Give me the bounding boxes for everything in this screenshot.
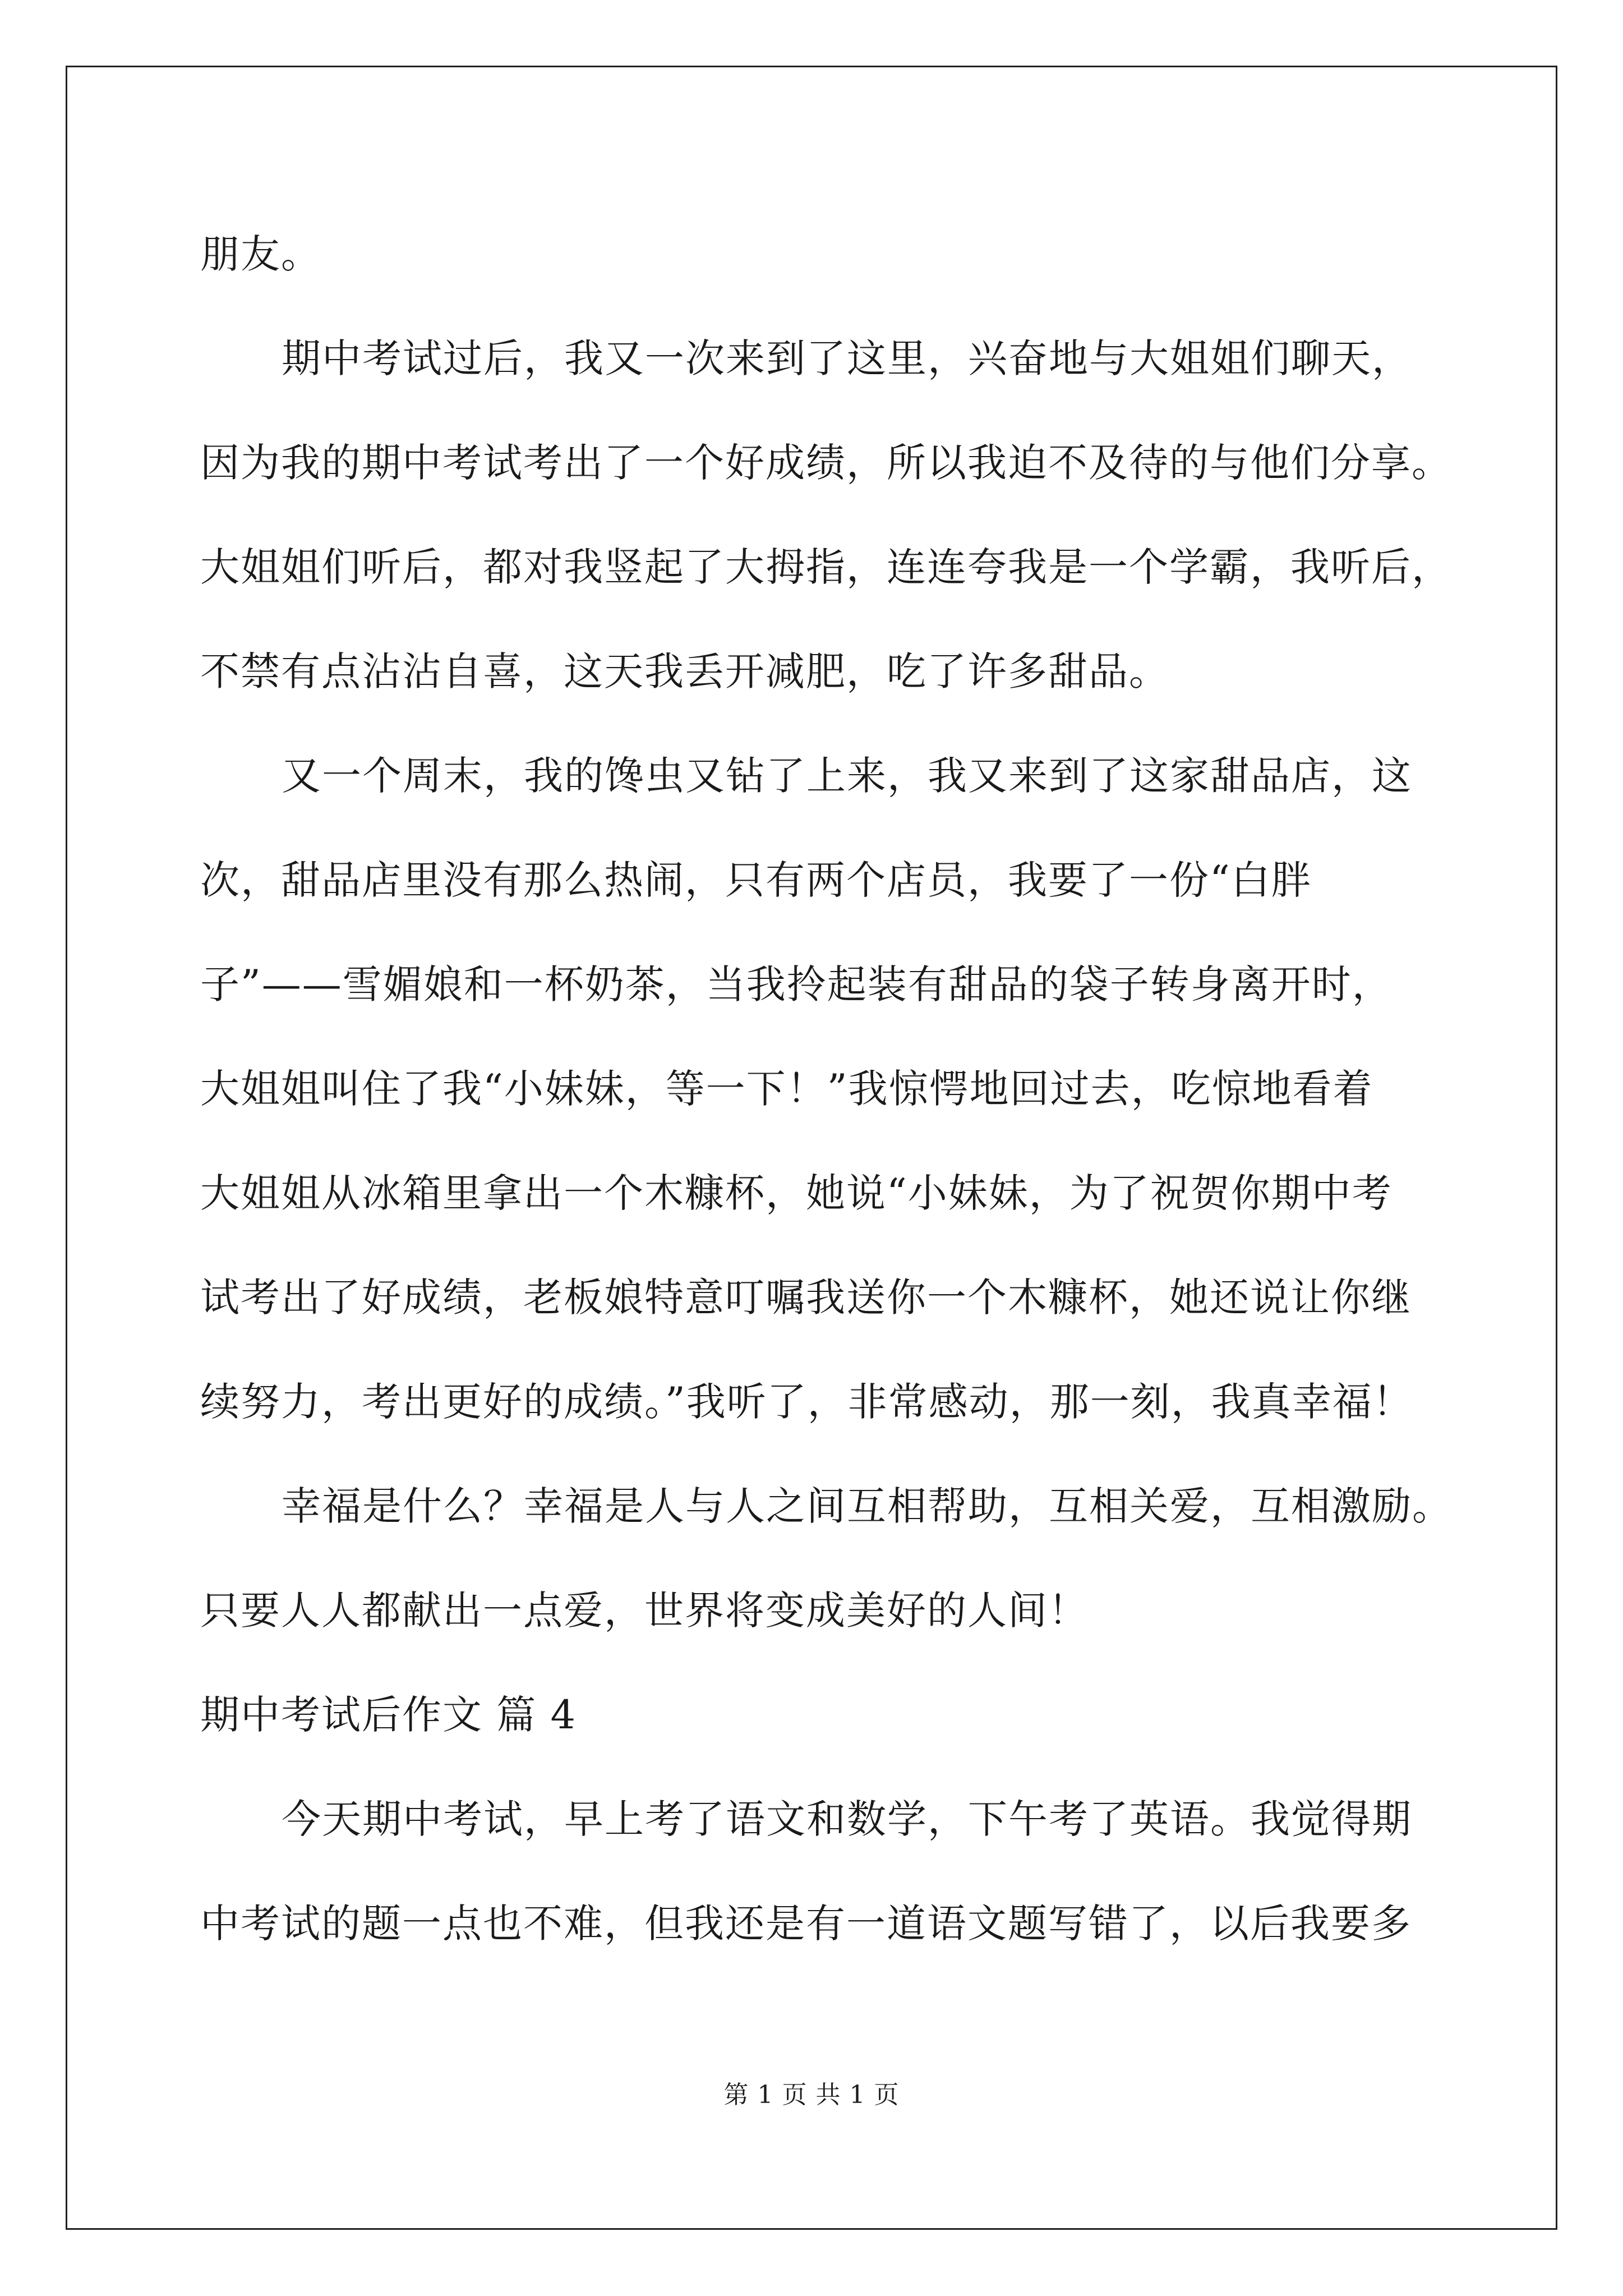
- text-line: 大姐姐从冰箱里拿出一个木糠杯，她说“小妹妹，为了祝贺你期中考: [200, 1170, 1393, 1216]
- text-line: 只要人人都献出一点爱，世界将变成美好的人间！: [200, 1588, 1089, 1634]
- text-line: 次，甜品店里没有那么热闹，只有两个店员，我要了一份“白胖: [200, 857, 1312, 903]
- text-line: 今天期中考试，早上考了语文和数学，下午考了英语。我觉得期: [282, 1796, 1412, 1842]
- section-heading: 期中考试后作文 篇 4: [200, 1692, 577, 1738]
- text-line: 朋友。: [200, 231, 321, 277]
- text-line: 期中考试过后，我又一次来到了这里，兴奋地与大姐姐们聊天，: [282, 335, 1412, 381]
- text-line: 因为我的期中考试考出了一个好成绩，所以我迫不及待的与他们分享。: [200, 440, 1452, 486]
- text-line: 幸福是什么？幸福是人与人之间互相帮助，互相关爱，互相激励。: [282, 1483, 1453, 1529]
- text-line: 大姐姐们听后，都对我竖起了大拇指，连连夸我是一个学霸，我听后，: [200, 544, 1452, 590]
- text-line: 中考试的题一点也不难，但我还是有一道语文题写错了，以后我要多: [200, 1901, 1412, 1947]
- text-line: 不禁有点沾沾自喜，这天我丢开减肥，吃了许多甜品。: [200, 648, 1169, 694]
- text-line: 续努力，考出更好的成绩。”我听了，非常感动，那一刻，我真幸福！: [200, 1379, 1413, 1425]
- text-line: 子”——雪媚娘和一杯奶茶，当我拎起装有甜品的袋子转身离开时，: [200, 961, 1393, 1007]
- text-line: 大姐姐叫住了我“小妹妹，等一下！”我惊愕地回过去，吃惊地看着: [200, 1066, 1373, 1112]
- text-line: 试考出了好成绩，老板娘特意叮嘱我送你一个木糠杯，她还说让你继: [200, 1274, 1412, 1320]
- document-body: [200, 202, 1459, 1976]
- text-line: 又一个周末，我的馋虫又钻了上来，我又来到了这家甜品店，这: [282, 753, 1412, 799]
- page-footer: 第 1 页 共 1 页: [723, 2081, 900, 2109]
